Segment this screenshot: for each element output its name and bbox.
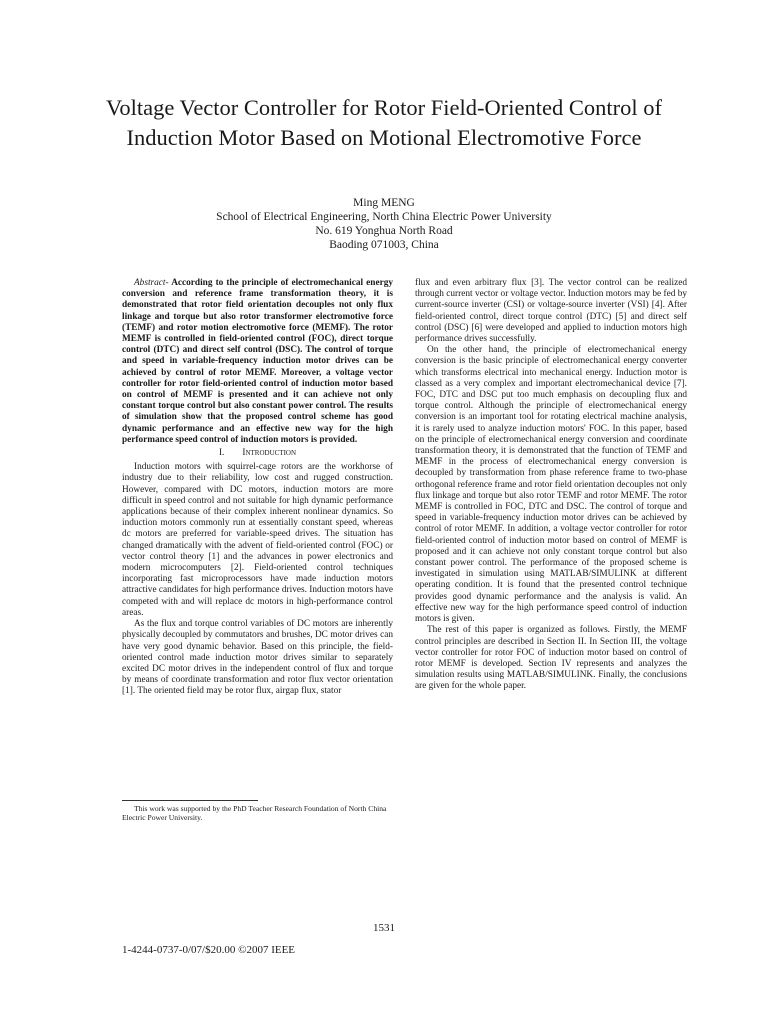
author-address-line-2: Baoding 071003, China [329, 239, 439, 251]
abstract [122, 278, 393, 446]
footnote [122, 800, 393, 822]
page-number: 1531 [373, 922, 395, 934]
paper-title: Voltage Vector Controller for Rotor Field-Oriented Control of Induction Motor Based on Motional Electromotive Force [106, 95, 662, 150]
abstract-label: Abstract- [134, 278, 169, 288]
footnote-text: This work was supported by the PhD Teacher Research Foundation of North China Electric Power University. [122, 804, 387, 823]
author-affiliation: School of Electrical Engineering, North China Electric Power University [216, 211, 552, 223]
section-title: Introduction [242, 448, 297, 459]
copyright-line: 1-4244-0737-0/07/$20.00 ©2007 IEEE [122, 944, 296, 956]
intro-paragraph-1: Induction motors with squirrel-cage rotors are the workhorse of industry due to their reliability, low cost and rugged construction. However, compared with DC motors, induction motors are more difficult in speed control and not suitable for high dynamic performance applications because of their complex inherent nonlinear dynamics. So induction motors commonly run at essentially constant speed, whereas dc motors are preferred for variable-speed drives. The situation has changed dramatically with the advent of field-oriented control (FOC) or vector control theory [1] and the advances in power electronics and modern microcomputers [2]. Field-oriented control techniques incorporating fast microprocessors have made induction motors attractive candidates for high performance drives. Induction motors have competed with and will replace dc motors in high-performance control areas. [122, 462, 393, 618]
intro-paragraph-5: The rest of this paper is organized as follows. Firstly, the MEMF control principles are described in Section II. In Section III, the voltage vector controller for rotor FOC of induction motor based on control of rotor MEMF is developed. Section IV represents and analyzes the simulation results using MATLAB/SIMULINK. Finally, the conclusions are given for the whole paper. [415, 625, 687, 692]
intro-paragraph-2: As the flux and torque control variables of DC motors are inherently physically decoupled by commutators and brushes, DC motor drives can have very good dynamic behavior. Based on this principle, the field-oriented control made induction motor drives similar to separately excited DC motor drives in the independent control of flux and torque by means of coordinate transformation and rotor flux vector orientation [1]. The oriented field may be rotor flux, airgap flux, stator [122, 619, 393, 697]
left-column [122, 278, 393, 698]
right-column [415, 278, 687, 693]
section-number: I. [218, 448, 225, 459]
abstract-text: According to the principle of electromechanical energy conversion and reference frame transformation theory, it is demonstrated that rotor field orientation decouples not only flux linkage and torque but also rotor transformer electromotive force (TEMF) and rotor motion electromotive force (MEMF). The rotor MEMF is controlled in field-oriented control (FOC), direct torque control (DTC) and direct self control (DSC). The control of torque and speed in variable-frequency induction motor drives can be achieved by control of rotor MEMF. Moreover, a voltage vector controller for rotor field-oriented control of induction motor based on control of MEMF is presented and it can achieve not only constant torque control but also constant power control. The results of simulation show that the proposed control scheme has good dynamic performance and an effective new way for the high performance speed control of induction motors is provided. [122, 278, 393, 445]
author-address-line-1: No. 619 Yonghua North Road [315, 225, 453, 237]
section-heading-introduction [122, 448, 393, 459]
intro-paragraph-3: flux and even arbitrary flux [3]. The vector control can be realized through current vector or voltage vector. Induction motors may be fed by current-source inverter (CSI) or voltage-source inverter (VSI) [4]. After field-oriented control, direct torque control (DTC) [5] and direct self control (DSC) [6] were developed and applied to induction motors high performance drives successfully. [415, 278, 687, 345]
intro-paragraph-4: On the other hand, the principle of electromechanical energy conversion is the basic principle of electromechanical energy converter which transforms electrical into mechanical energy. Induction motor is classed as a very complex and important electromechanical device [7]. FOC, DTC and DSC put too much emphasis on decoupling flux and torque control. Although the principle of electromechanical energy conversion is an important tool for rotating electrical machine analysis, it is rarely used to analyze induction motors' FOC. In this paper, based on the principle of electromechanical energy conversion and coordinate transformation theory, it is demonstrated that the function of TEMF and MEMF in the process of electromechanical energy conversion is decoupled by transformation from phase reference frame to two-phase orthogonal reference frame and rotor field orientation decouples not only flux linkage and torque but also rotor TEMF and rotor MEMF. The rotor MEMF is controlled in FOC, DTC and DSC. The control of torque and speed in variable-frequency induction motor drives can be achieved by control of rotor MEMF. In addition, a voltage vector controller for rotor field-oriented control of induction motor based on control of MEMF is proposed and it can achieve not only constant torque control but also constant power control. The performance of the proposed scheme is investigated in simulation using MATLAB/SIMULINK at different operating condition. It is found that the presented control technique provides good dynamic performance and the analysis is valid. An effective new way for the high performance speed control of induction motors is given. [415, 345, 687, 625]
author-name: Ming MENG [353, 197, 415, 209]
footnote-rule [122, 800, 258, 801]
author-block [0, 196, 768, 252]
